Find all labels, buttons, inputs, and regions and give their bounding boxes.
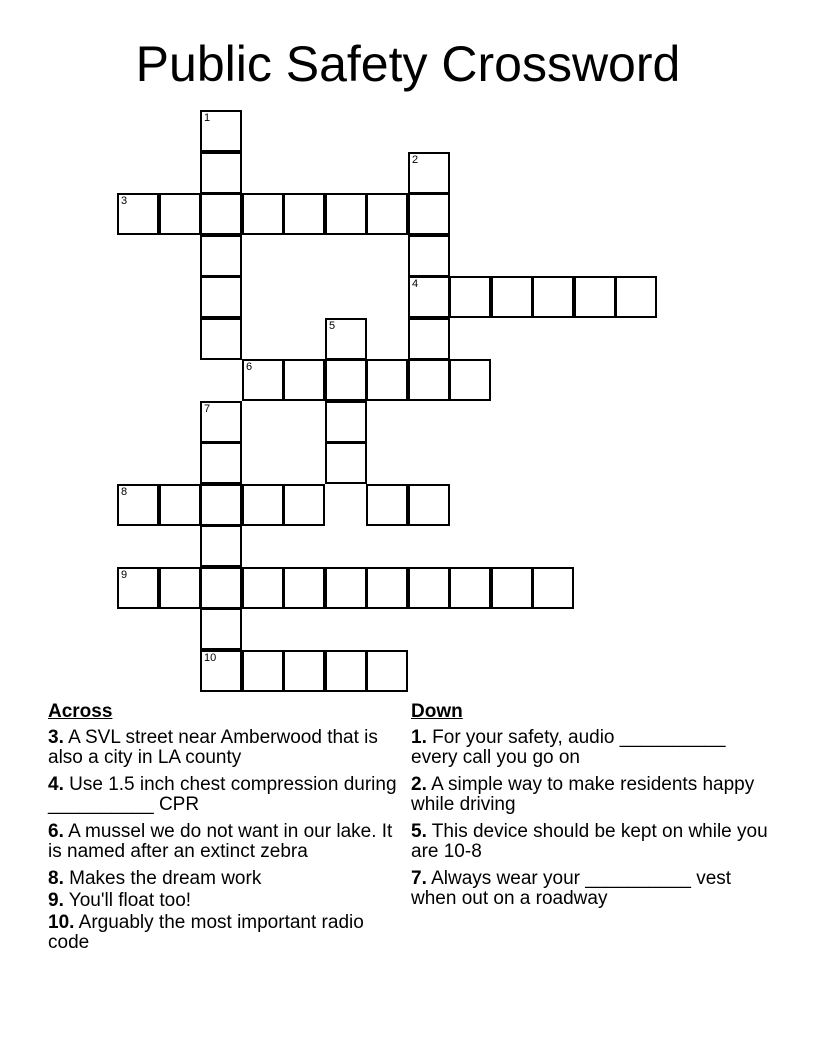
cell-number: 4	[412, 278, 419, 290]
clue-text: This device should be kept on while you are 10-8	[411, 821, 768, 862]
grid-cell[interactable]	[283, 567, 325, 609]
clue-number: 6.	[48, 821, 64, 842]
clue-number: 7.	[411, 868, 427, 889]
grid-cell[interactable]	[200, 401, 242, 443]
cell-number: 1	[204, 112, 211, 124]
clue-number: 8.	[48, 868, 64, 889]
grid-cell[interactable]	[159, 193, 201, 235]
grid-cell[interactable]	[283, 650, 325, 692]
grid-cell[interactable]	[200, 525, 242, 567]
clue-down-2	[411, 775, 771, 815]
grid-cell[interactable]	[200, 276, 242, 318]
clue-text: Makes the dream work	[69, 868, 262, 889]
grid-cell[interactable]	[200, 567, 242, 609]
down-heading: Down	[411, 701, 463, 722]
grid-cell[interactable]	[283, 359, 325, 401]
grid-cell[interactable]	[325, 401, 367, 443]
clue-down-7	[411, 869, 771, 909]
clue-number: 4.	[48, 774, 64, 795]
grid-cell[interactable]	[408, 276, 450, 318]
grid-cell[interactable]	[449, 276, 491, 318]
grid-cell[interactable]	[366, 567, 408, 609]
clue-text: A mussel we do not want in our lake. It is named after an extinct zebra	[48, 821, 393, 862]
clue-number: 2.	[411, 774, 427, 795]
clue-text: Use 1.5 inch chest compression during __________ CPR	[48, 774, 397, 815]
grid-cell[interactable]	[200, 650, 242, 692]
clue-number: 9.	[48, 890, 64, 911]
grid-cell[interactable]	[283, 193, 325, 235]
clue-text: A simple way to make residents happy while driving	[411, 774, 755, 815]
grid-cell[interactable]	[200, 484, 242, 526]
clue-text: Arguably the most important radio code	[48, 912, 364, 953]
grid-cell[interactable]	[366, 650, 408, 692]
clue-number: 3.	[48, 727, 64, 748]
grid-cell[interactable]	[200, 193, 242, 235]
clue-across-4	[48, 775, 408, 815]
clue-across-10	[48, 913, 408, 953]
grid-cell[interactable]	[408, 318, 450, 360]
down-clues	[411, 702, 771, 916]
grid-cell[interactable]	[366, 193, 408, 235]
clue-text: A SVL street near Amberwood that is also a city in LA county	[48, 727, 378, 768]
clue-across-3	[48, 728, 408, 768]
across-heading: Across	[48, 701, 113, 722]
cell-number: 8	[121, 486, 128, 498]
grid-cell[interactable]	[449, 567, 491, 609]
grid-cell[interactable]	[491, 567, 533, 609]
grid-cell[interactable]	[449, 359, 491, 401]
grid-cell[interactable]	[615, 276, 657, 318]
clue-number: 5.	[411, 821, 427, 842]
grid-cell[interactable]	[491, 276, 533, 318]
cell-number: 10	[204, 652, 217, 664]
grid-cell[interactable]	[200, 110, 242, 152]
grid-cell[interactable]	[532, 567, 574, 609]
clue-text: Always wear your __________ vest when out on a roadway	[411, 868, 732, 909]
grid-cell[interactable]	[408, 193, 450, 235]
clue-number: 1.	[411, 727, 427, 748]
grid-cell[interactable]	[408, 567, 450, 609]
grid-cell[interactable]	[242, 359, 284, 401]
grid-cell[interactable]	[408, 359, 450, 401]
grid-cell[interactable]	[117, 567, 159, 609]
clue-across-8	[48, 869, 408, 889]
cell-number: 9	[121, 569, 128, 581]
grid-cell[interactable]	[242, 650, 284, 692]
grid-cell[interactable]	[283, 484, 325, 526]
clue-down-5	[411, 822, 771, 862]
grid-cell[interactable]	[408, 484, 450, 526]
grid-cell[interactable]	[366, 359, 408, 401]
grid-cell[interactable]	[574, 276, 616, 318]
cell-number: 5	[329, 320, 336, 332]
cell-number: 7	[204, 403, 211, 415]
grid-cell[interactable]	[366, 484, 408, 526]
clue-down-1	[411, 728, 771, 768]
clue-number: 10.	[48, 912, 75, 933]
grid-cell[interactable]	[325, 193, 367, 235]
grid-cell[interactable]	[117, 484, 159, 526]
cell-number: 6	[246, 361, 253, 373]
grid-cell[interactable]	[325, 318, 367, 360]
grid-cell[interactable]	[325, 567, 367, 609]
grid-cell[interactable]	[242, 484, 284, 526]
grid-cell[interactable]	[242, 193, 284, 235]
grid-cell[interactable]	[117, 193, 159, 235]
clue-text: You'll float too!	[68, 890, 192, 911]
grid-cell[interactable]	[325, 359, 367, 401]
grid-cell[interactable]	[408, 235, 450, 277]
cell-number: 3	[121, 195, 128, 207]
grid-cell[interactable]	[200, 442, 242, 484]
grid-cell[interactable]	[325, 442, 367, 484]
grid-cell[interactable]	[408, 152, 450, 194]
clue-across-9	[48, 891, 408, 911]
clue-across-6	[48, 822, 408, 862]
grid-cell[interactable]	[200, 608, 242, 650]
grid-cell[interactable]	[200, 318, 242, 360]
cell-number: 2	[412, 154, 419, 166]
grid-cell[interactable]	[532, 276, 574, 318]
clue-text: For your safety, audio __________ every call you go on	[411, 727, 726, 768]
grid-cell[interactable]	[200, 152, 242, 194]
grid-cell[interactable]	[159, 484, 201, 526]
puzzle-title: Public Safety Crossword	[135, 36, 681, 92]
grid-cell[interactable]	[325, 650, 367, 692]
across-clues	[48, 702, 408, 960]
grid-cell[interactable]	[159, 567, 201, 609]
grid-cell[interactable]	[200, 235, 242, 277]
grid-cell[interactable]	[242, 567, 284, 609]
